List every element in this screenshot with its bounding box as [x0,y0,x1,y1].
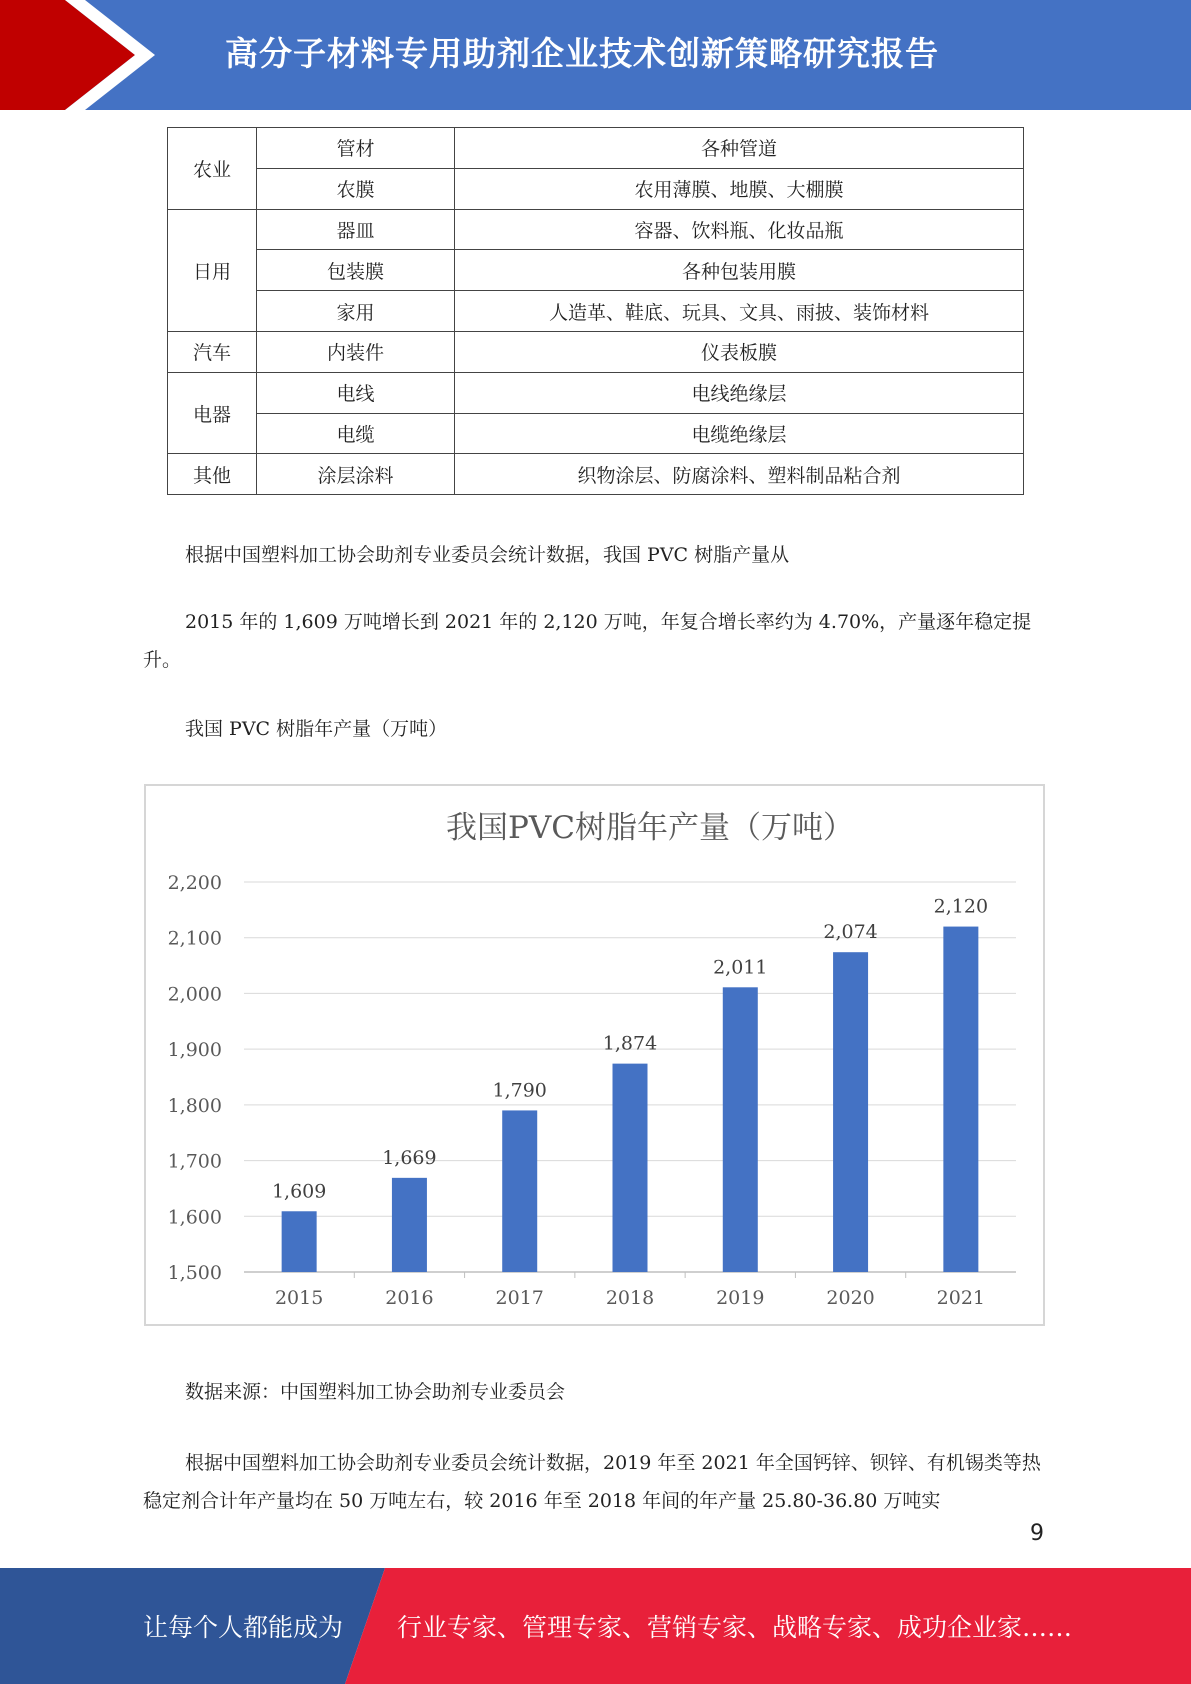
table-category-cell: 电器 [168,372,257,454]
table-use-cell: 人造革、鞋底、玩具、文具、雨披、装饰材料 [455,291,1024,332]
table-use-cell: 织物涂层、防腐涂料、塑料制品粘合剂 [455,454,1024,495]
data-source-note: 数据来源：中国塑料加工协会助剂专业委员会 [185,1381,566,1403]
x-tick-label: 2017 [495,1287,544,1309]
table-row [168,413,1024,454]
data-label: 2,120 [933,895,989,918]
table-row [168,209,1024,250]
y-tick-label: 2,100 [167,927,222,950]
x-tick-label: 2021 [936,1287,986,1309]
paragraph-2: 2015 年的 1,609 万吨增长到 2021 年的 2,120 万吨，年复合增长率约为 4.70%，产量逐年稳定提升。 [143,611,1032,671]
footer-slogan-left: 让每个人都能成为 [143,1613,344,1642]
x-tick-label: 2016 [385,1287,434,1309]
table-category-cell: 其他 [168,454,257,495]
table-row [168,250,1024,291]
bar [392,1178,427,1272]
bar [943,927,978,1272]
table-category-cell: 汽车 [168,331,257,372]
table-row [168,168,1024,209]
x-tick-label: 2020 [826,1287,875,1309]
y-tick-label: 1,500 [167,1262,222,1284]
y-tick-label: 2,200 [167,872,222,894]
pvc-production-chart [144,784,1045,1326]
table-row [168,331,1024,372]
table-item-cell: 包装膜 [257,250,455,291]
header-banner [0,0,1191,110]
table-row [168,128,1024,169]
data-label: 1,609 [271,1180,327,1203]
table-item-cell: 电线 [257,372,455,413]
data-label: 1,874 [602,1032,658,1055]
table-item-cell: 电缆 [257,413,455,454]
paragraph-5: 根据中国塑料加工协会助剂专业委员会统计数据，2019 年至 2021 年全国钙锌、钡锌、有机锡类等热稳定剂合计年产量均在 50 万吨左右，较 2016 年至 2018 年间的年产量 25.80-36.80 万吨实 [143,1452,1041,1512]
y-tick-label: 1,900 [167,1039,222,1062]
table-use-cell: 容器、饮料瓶、化妆品瓶 [455,209,1024,250]
bar [833,952,868,1272]
table-item-cell: 管材 [257,128,455,169]
table-use-cell: 仪表板膜 [455,331,1024,372]
table-use-cell: 电缆绝缘层 [455,413,1024,454]
y-tick-label: 1,600 [167,1206,222,1229]
data-label: 1,669 [382,1146,437,1169]
table-category-cell: 农业 [168,128,257,210]
table-use-cell: 各种管道 [455,128,1024,169]
data-label: 2,011 [713,956,768,979]
x-tick-label: 2018 [605,1287,655,1309]
x-tick-label: 2015 [274,1287,324,1309]
table-use-cell: 农用薄膜、地膜、大棚膜 [455,168,1024,209]
y-tick-label: 1,800 [167,1094,222,1117]
bar [502,1110,537,1272]
table-item-cell: 农膜 [257,168,455,209]
table-item-cell: 涂层涂料 [257,454,455,495]
chart-title: 我国PVC树脂年产量（万吨） [446,810,854,846]
y-tick-label: 1,700 [167,1150,222,1173]
data-label: 1,790 [492,1079,547,1102]
chart-svg [146,786,1043,1324]
table-item-cell: 内装件 [257,331,455,372]
table-item-cell: 家用 [257,291,455,332]
table-category-cell: 日用 [168,209,257,331]
chart-caption: 我国 PVC 树脂年产量（万吨） [185,718,448,740]
y-tick-label: 2,000 [167,983,222,1006]
table-use-cell: 电线绝缘层 [455,372,1024,413]
bar [613,1064,648,1272]
data-label: 2,074 [823,921,878,944]
paragraph-1: 根据中国塑料加工协会助剂专业委员会统计数据，我国 PVC 树脂产量从 [185,544,790,566]
footer-banner [0,1568,1191,1684]
bar [723,987,758,1272]
table-use-cell: 各种包装用膜 [455,250,1024,291]
application-table [167,127,1024,495]
x-tick-label: 2019 [716,1287,765,1309]
page-number: 9 [1030,1521,1044,1546]
table-row [168,372,1024,413]
table-row [168,454,1024,495]
report-title: 高分子材料专用助剂企业技术创新策略研究报告 [225,34,939,73]
bar [282,1211,317,1272]
table-row [168,291,1024,332]
footer-slogan-right: 行业专家、管理专家、营销专家、战略专家、成功企业家…… [397,1613,1073,1642]
table-item-cell: 器皿 [257,209,455,250]
